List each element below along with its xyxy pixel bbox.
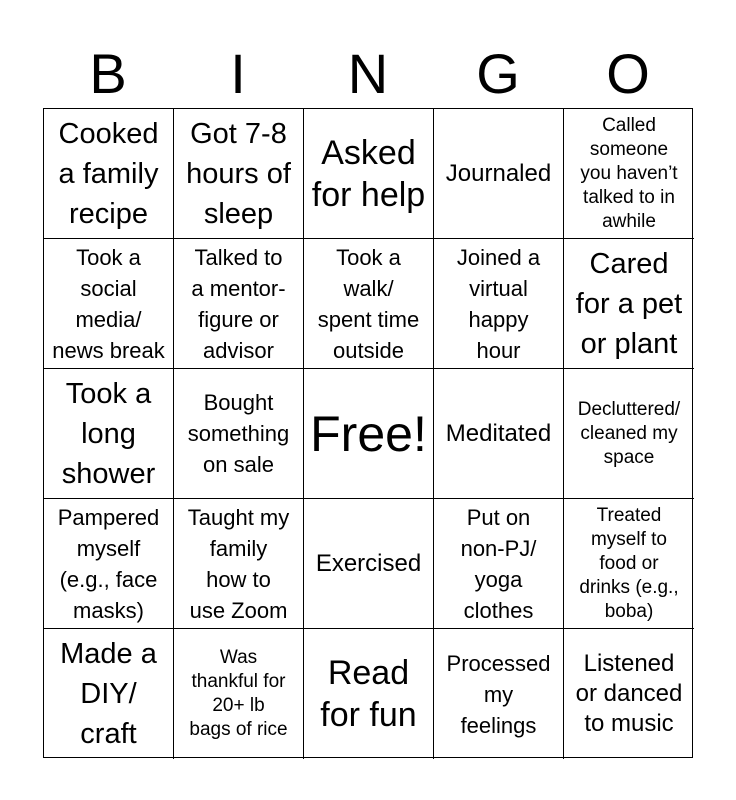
cell-text: Cooked a family recipe — [58, 117, 159, 230]
bingo-cell[interactable] — [44, 629, 174, 759]
bingo-cell[interactable] — [174, 239, 304, 369]
header-letter-b: B — [89, 42, 127, 105]
bingo-cell[interactable] — [434, 109, 564, 239]
bingo-cell[interactable] — [174, 499, 304, 629]
bingo-cell[interactable] — [304, 629, 434, 759]
cell-text: Bought something on sale — [187, 390, 290, 477]
cell-text: Decluttered/ cleaned my space — [577, 398, 681, 468]
bingo-board — [43, 108, 693, 758]
bingo-cell[interactable] — [304, 239, 434, 369]
cell-text: Cared for a pet or plant — [575, 247, 683, 360]
cell-text: Was thankful for 20+ lb bags of rice — [189, 647, 288, 740]
cell-text: Put on non-PJ/ yoga clothes — [460, 504, 537, 623]
cell-text: Made a DIY/ craft — [60, 638, 157, 750]
bingo-cell[interactable] — [564, 499, 694, 629]
bingo-cell[interactable] — [304, 109, 434, 239]
bingo-cell[interactable] — [434, 499, 564, 629]
header-letter-g: G — [476, 42, 520, 105]
header-letter-o: O — [606, 42, 650, 105]
bingo-cell[interactable] — [434, 369, 564, 499]
cell-text: Called someone you haven’t talked to in awhile — [580, 114, 678, 232]
bingo-cell[interactable] — [174, 109, 304, 239]
free-space-cell[interactable] — [304, 369, 434, 499]
bingo-cell[interactable] — [564, 239, 694, 369]
bingo-cell[interactable] — [44, 109, 174, 239]
cell-text: Exercised — [315, 549, 422, 577]
bingo-cell[interactable] — [564, 369, 694, 499]
bingo-cell[interactable] — [44, 239, 174, 369]
bingo-cell[interactable] — [564, 629, 694, 759]
bingo-cell[interactable] — [174, 369, 304, 499]
cell-text: Processed my feelings — [446, 650, 551, 738]
cell-text: Took a walk/ spent time outside — [317, 244, 420, 363]
cell-text: Meditated — [445, 419, 552, 447]
cell-text: Pampered myself (e.g., face masks) — [57, 504, 160, 623]
bingo-cell[interactable] — [44, 369, 174, 499]
bingo-cell[interactable] — [304, 499, 434, 629]
cell-text: Read for fun — [320, 654, 417, 734]
free-space-text: Free! — [310, 405, 427, 462]
header-letter-n: N — [347, 42, 389, 105]
cell-text: Got 7-8 hours of sleep — [186, 117, 291, 230]
bingo-cell[interactable] — [174, 629, 304, 759]
cell-text: Joined a virtual happy hour — [456, 244, 541, 363]
cell-text: Took a long shower — [61, 377, 156, 490]
bingo-cell[interactable] — [434, 629, 564, 759]
cell-text: Talked to a mentor- figure or advisor — [191, 244, 286, 363]
cell-text: Asked for help — [311, 133, 426, 214]
cell-text: Journaled — [445, 159, 552, 187]
bingo-cell[interactable] — [44, 499, 174, 629]
bingo-cell[interactable] — [564, 109, 694, 239]
cell-text: Treated myself to food or drinks (e.g., boba) — [579, 504, 679, 622]
cell-text: Taught my family how to use Zoom — [187, 504, 290, 623]
header-letter-i: I — [230, 42, 246, 105]
bingo-header — [43, 40, 693, 108]
cell-text: Took a social media/ news break — [52, 244, 165, 363]
bingo-cell[interactable] — [434, 239, 564, 369]
cell-text: Listened or danced to music — [575, 650, 683, 737]
